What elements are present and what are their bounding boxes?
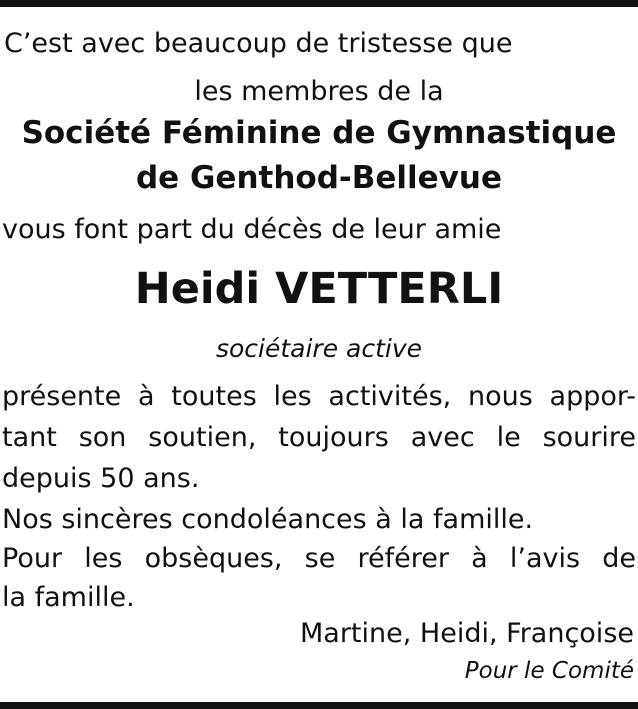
top-border-rule (0, 0, 638, 7)
signature-role: Pour le Comité (464, 658, 634, 684)
body-line: tant son soutien, toujours avec le sourire (2, 422, 636, 453)
intro-line-1: C’est avec beaucoup de tristesse que (4, 28, 513, 59)
deceased-role: sociétaire active (215, 334, 423, 363)
organization-name-line-2: de Genthod-Bellevue (135, 160, 503, 196)
deceased-name: Heidi VETTERLI (134, 264, 504, 314)
body-line: Pour les obsèques, se référer à l’avis de (2, 543, 636, 574)
bottom-border-rule (0, 702, 638, 709)
body-line: Nos sincères condoléances à la famille. (2, 504, 534, 535)
intro-line-2: les membres de la (194, 76, 444, 107)
announcement-line: vous font part du décès de leur amie (2, 214, 502, 245)
signatories: Martine, Heidi, Françoise (299, 618, 634, 649)
body-line: la famille. (2, 582, 135, 613)
body-line: depuis 50 ans. (2, 463, 200, 494)
body-line: présente à toutes les activités, nous appor- (2, 381, 636, 412)
organization-name-line-1: Société Féminine de Gymnastique (21, 115, 617, 151)
